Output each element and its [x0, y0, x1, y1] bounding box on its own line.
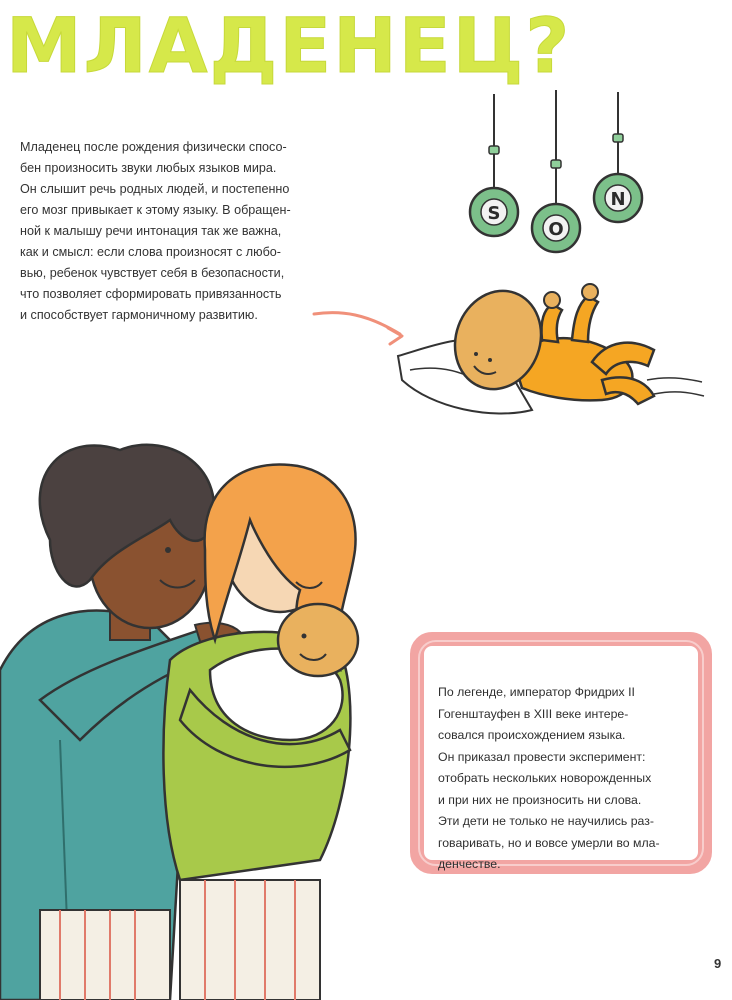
mobile-letter: S: [487, 203, 501, 224]
intro-line: как и смысл: если слова произносят с любо-: [20, 245, 281, 259]
fact-line: отобрать нескольких новорожденных: [438, 771, 652, 785]
intro-paragraph: [20, 137, 320, 326]
intro-line: что позволяет сформировать привязанность: [20, 287, 282, 301]
fact-line: и при них не произносить ни слова.: [438, 792, 642, 807]
intro-line: Младенец после рождения физически спосо-: [20, 140, 287, 154]
intro-line: бен произносить звуки любых языков мира.: [20, 161, 277, 175]
intro-line: его мозг привыкает к этому языку. В обращен-: [20, 203, 291, 217]
mobile-illustration: [460, 88, 660, 258]
page-title: МЛАДЕНЕЦ?: [6, 1, 572, 90]
fact-box-text: [438, 682, 706, 876]
page-number: 9: [714, 956, 722, 971]
mobile-letter: N: [610, 189, 626, 210]
fact-line: Он приказал провести эксперимент:: [438, 749, 646, 764]
family-illustration: [0, 440, 380, 1000]
intro-line: Он слышит речь родных людей, и постепенно: [20, 182, 290, 196]
fact-line: По легенде, император Фридрих II: [438, 685, 635, 699]
intro-line: и способствует гармоничному развитию.: [20, 308, 258, 322]
fact-line: говаривать, но и вовсе умерли во мла-: [438, 835, 660, 850]
fact-line: Эти дети не только не научились раз-: [438, 814, 654, 828]
mobile-letter: O: [548, 219, 564, 240]
fact-line: денчестве.: [438, 857, 501, 871]
intro-line: вью, ребенок чувствует себя в безопасности,: [20, 266, 285, 280]
fact-line: совался происхождением языка.: [438, 728, 626, 742]
intro-line: ной к малышу речи интонация так же важна,: [20, 224, 282, 238]
baby-on-blanket-illustration: [392, 270, 712, 430]
fact-line: Гогенштауфен в XIII веке интере-: [438, 706, 629, 721]
